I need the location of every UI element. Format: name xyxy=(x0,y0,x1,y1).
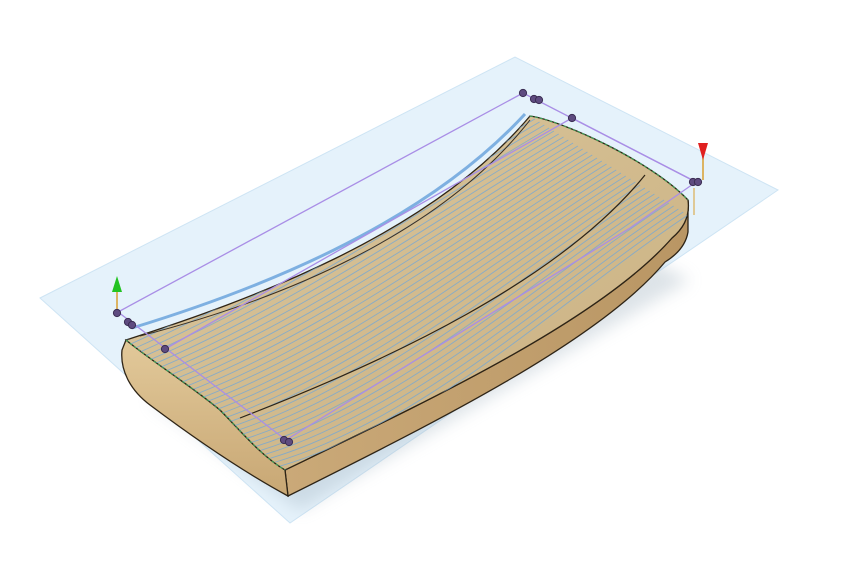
sketch-point[interactable] xyxy=(568,114,575,121)
sketch-point[interactable] xyxy=(128,321,135,328)
sketch-point[interactable] xyxy=(161,345,168,352)
sketch-point[interactable] xyxy=(519,89,526,96)
sketch-point[interactable] xyxy=(285,438,292,445)
sketch-point[interactable] xyxy=(694,178,701,185)
sketch-point[interactable] xyxy=(113,309,120,316)
sketch-point[interactable] xyxy=(535,96,542,103)
